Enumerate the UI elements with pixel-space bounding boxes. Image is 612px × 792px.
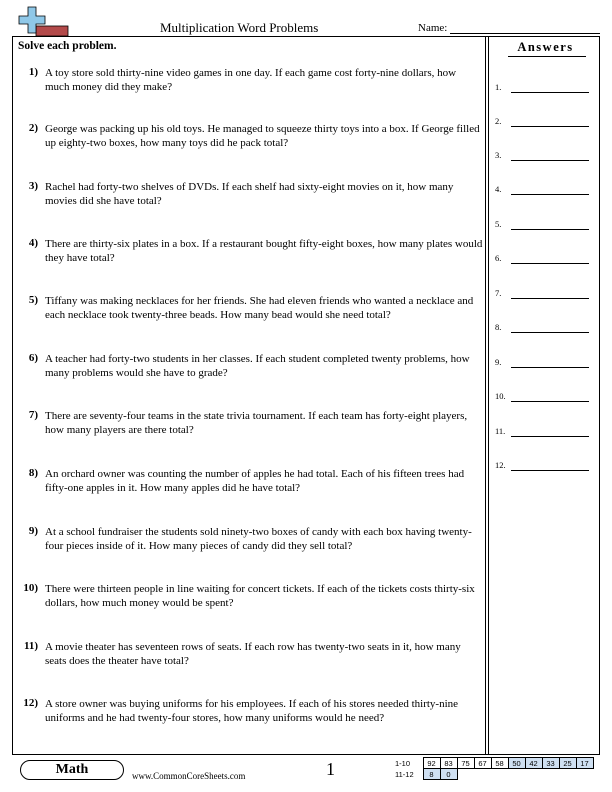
problem-text: A teacher had forty-two students in her classes. If each student completed twenty problems, how many problems would she have to grade? — [45, 353, 470, 379]
plus-logo-icon — [18, 6, 70, 38]
frame-border-right — [599, 36, 600, 754]
problem-number: 6) — [28, 352, 38, 364]
answer-row-9 — [495, 355, 595, 369]
problem-number: 1) — [28, 66, 38, 78]
answer-row-10 — [495, 389, 595, 403]
problem-number: 8) — [28, 467, 38, 479]
score-cell: 33 — [542, 758, 559, 769]
answer-blank[interactable] — [511, 263, 589, 264]
problem-text: A movie theater has seventeen rows of seats. If each row has twenty-two seats in it, how many seats does the theater have total? — [45, 641, 461, 667]
page-title: Multiplication Word Problems — [160, 20, 319, 35]
problem-number: 2) — [28, 122, 38, 134]
problem-text: Tiffany was making necklaces for her friends. She had eleven friends who wanted a necklace and each necklace took twenty-three beads. How many bead would she need total? — [45, 295, 474, 321]
answer-row-7 — [495, 286, 595, 300]
score-cell: 58 — [491, 758, 508, 769]
answer-number: 12. — [495, 460, 506, 470]
problem-text: An orchard owner was counting the number of apples he had total. Each of his fifteen trees had fifty-one apples in it. How many apples did he have total? — [45, 468, 465, 494]
score-row — [393, 769, 593, 780]
answer-number: 7. — [495, 288, 502, 298]
name-field-line[interactable] — [450, 33, 600, 34]
problem-number: 10) — [23, 582, 38, 594]
score-cell: 25 — [559, 758, 576, 769]
answer-blank[interactable] — [511, 298, 589, 299]
answers-heading: Answers — [517, 40, 574, 54]
score-table — [393, 757, 594, 780]
problem-text: A store owner was buying uniforms for his employees. If each of his stores needed thirty-nine uniforms and he had twenty-four stores, how many uniforms would he need? — [45, 698, 459, 724]
answer-row-8 — [495, 320, 595, 334]
answer-number: 1. — [495, 82, 502, 92]
subject-badge: Math — [20, 760, 124, 780]
answer-blank[interactable] — [511, 126, 589, 127]
answer-row-2 — [495, 114, 595, 128]
score-cell: 67 — [474, 758, 491, 769]
answer-number: 6. — [495, 253, 502, 263]
website-url: www.CommonCoreSheets.com — [132, 771, 246, 781]
score-cell: 17 — [576, 758, 593, 769]
score-cell: 0 — [440, 769, 457, 780]
name-label: Name: — [418, 22, 448, 34]
score-cell: 42 — [525, 758, 542, 769]
column-divider — [485, 36, 489, 754]
score-row — [393, 758, 593, 769]
frame-border-bottom — [12, 754, 600, 755]
problem-text: George was packing up his old toys. He managed to squeeze thirty toys into a box. If George filled up eighty-two boxes, how many toys did he pack total? — [45, 123, 480, 149]
answer-row-3 — [495, 148, 595, 162]
problem-text: At a school fundraiser the students sold ninety-two boxes of candy with each box having twenty-four pieces inside of it. How many pieces of candy did they sell total? — [45, 526, 472, 552]
score-cell: 75 — [457, 758, 474, 769]
problem-number: 11) — [23, 640, 38, 652]
answer-row-12 — [495, 458, 595, 472]
problem-text: There are thirty-six plates in a box. If a restaurant bought fifty-eight boxes, how many plates would they have total? — [45, 238, 483, 264]
score-cell: 8 — [423, 769, 440, 780]
problem-text: There were thirteen people in line waiting for concert tickets. If each of the tickets costs thirty-six dollars, how much money would be spent? — [45, 583, 475, 609]
answer-number: 2. — [495, 116, 502, 126]
score-cell: 83 — [440, 758, 457, 769]
answer-blank[interactable] — [511, 229, 589, 230]
instructions: Solve each problem. — [18, 40, 117, 52]
answer-blank[interactable] — [511, 194, 589, 195]
answer-number: 10. — [495, 391, 506, 401]
answer-number: 8. — [495, 322, 502, 332]
answer-blank[interactable] — [511, 92, 589, 93]
score-cell: 92 — [423, 758, 440, 769]
problem-number: 7) — [28, 409, 38, 421]
score-range: 11-12 — [395, 769, 414, 779]
answer-number: 5. — [495, 219, 502, 229]
answer-number: 3. — [495, 150, 502, 160]
score-range: 1-10 — [395, 758, 411, 768]
problem-text: Rachel had forty-two shelves of DVDs. If each shelf had sixty-eight movies on it, how many movies did she have total? — [45, 181, 454, 207]
problem-text: A toy store sold thirty-nine video games in one day. If each game cost forty-nine dollars, how much money did they make? — [45, 67, 457, 93]
page-number: 1 — [326, 759, 335, 779]
answer-blank[interactable] — [511, 470, 589, 471]
answer-row-5 — [495, 217, 595, 231]
answer-number: 11. — [495, 426, 506, 436]
problem-number: 9) — [28, 525, 38, 537]
frame-border-top — [12, 36, 600, 37]
answer-blank[interactable] — [511, 367, 589, 368]
problem-number: 3) — [28, 180, 38, 192]
answer-blank[interactable] — [511, 160, 589, 161]
answer-row-6 — [495, 251, 595, 265]
score-cell: 50 — [508, 758, 525, 769]
problem-text: There are seventy-four teams in the state trivia tournament. If each team has forty-eight players, how many players are there total? — [45, 410, 468, 436]
answer-row-11 — [495, 424, 595, 438]
answer-number: 9. — [495, 357, 502, 367]
answer-blank[interactable] — [511, 401, 589, 402]
answers-heading-underline — [508, 56, 586, 57]
problem-number: 4) — [28, 237, 38, 249]
frame-border-left — [12, 36, 13, 754]
answer-number: 4. — [495, 184, 502, 194]
problem-number: 12) — [23, 697, 38, 709]
answer-row-4 — [495, 182, 595, 196]
answer-blank[interactable] — [511, 436, 589, 437]
answer-row-1 — [495, 80, 595, 94]
answer-blank[interactable] — [511, 332, 589, 333]
problem-number: 5) — [28, 294, 38, 306]
